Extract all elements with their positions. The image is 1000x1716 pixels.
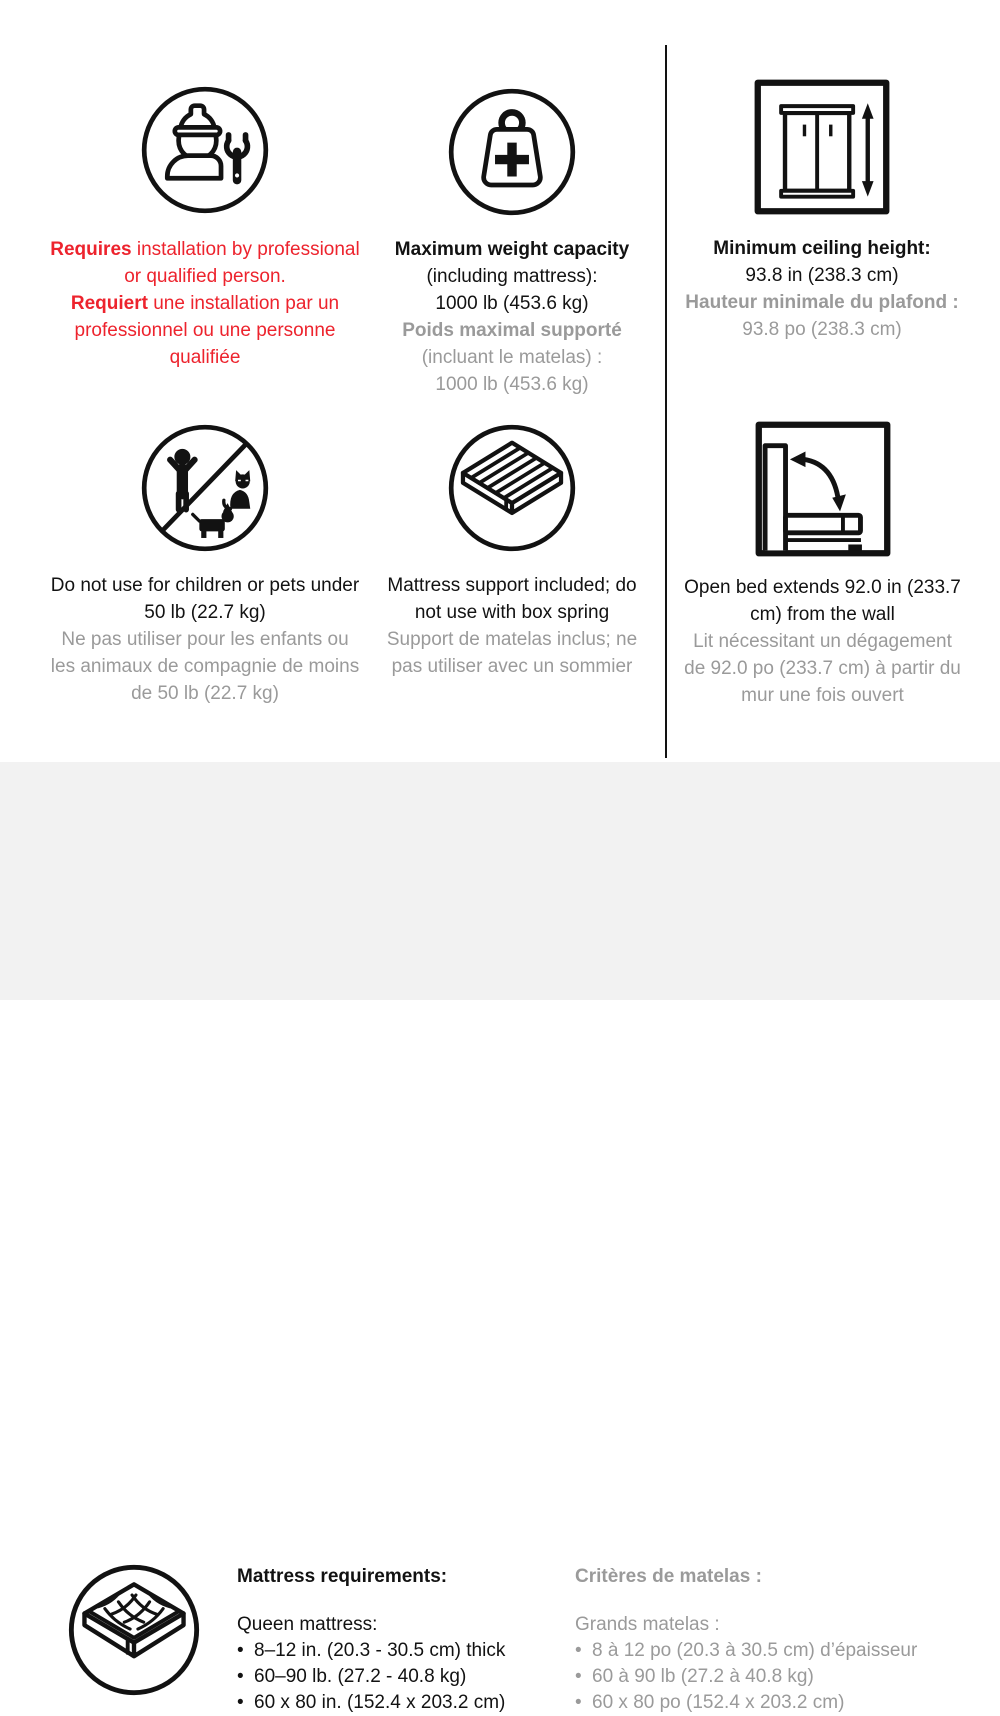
section-weight-capacity [362, 86, 662, 398]
weight-heading-fr: Poids maximal supporté [402, 320, 622, 341]
mattress-bullet: • 60 x 80 in. (152.4 x 203.2 cm) [237, 1690, 557, 1716]
support-text-fr: Support de matelas inclus; ne pas utiliser avec un sommier [386, 629, 638, 677]
mattress-subheading-en: Queen mattress: [237, 1614, 378, 1635]
mattress-requirements-panel [0, 762, 1000, 1713]
installation-text-en [50, 236, 360, 290]
mattress-bullet: • 60 x 80 po (152.4 x 203.2 cm) [575, 1690, 975, 1716]
ceiling-line2-en: 93.8 in (238.3 cm) [745, 265, 899, 286]
weight-line2-en: (including mattress): [426, 266, 598, 287]
weight-line2-fr: (incluant le matelas) : [421, 347, 603, 368]
mattress-bullet: • 60–90 lb. (27.2 - 40.8 kg) [237, 1664, 557, 1690]
section-ceiling-height [667, 74, 977, 343]
installation-lead-en: Requires [50, 239, 132, 260]
slat-support-icon [446, 422, 578, 554]
mattress-heading-fr: Critères de matelas : [575, 1566, 762, 1587]
mattress-requirements-fr [575, 1564, 975, 1716]
open-bed-icon [750, 416, 896, 562]
installation-rest-en: installation by professional or qualified person. [124, 239, 360, 287]
children-pets-text-fr: Ne pas utiliser pour les enfants ou les animaux de compagnie de moins de 50 lb (22.7 kg) [50, 629, 360, 704]
weight-text-fr [402, 317, 622, 398]
installation-rest-fr: une installation par un professionnel ou une personne qualifiée [74, 293, 340, 368]
open-bed-text-fr: Lit nécessitant un dégagement de 92.0 po (233.7 cm) à partir du mur une fois ouvert [684, 631, 961, 706]
mattress-bullet: • 8 à 12 po (20.3 à 30.5 cm) d’épaisseur [575, 1638, 975, 1664]
section-open-bed-clearance [680, 416, 965, 709]
weight-line3-fr: 1000 lb (453.6 kg) [435, 374, 589, 395]
ceiling-text-en [713, 235, 930, 289]
weight-text-en [395, 236, 629, 317]
ceiling-height-icon [749, 74, 895, 220]
installation-lead-fr: Requiert [70, 293, 148, 314]
mattress-icon [66, 1562, 202, 1698]
ceiling-heading-en: Minimum ceiling height: [713, 238, 931, 259]
no-children-pets-icon [139, 422, 271, 554]
weight-heading-en: Maximum weight capacity [394, 239, 630, 260]
ceiling-line2-fr: 93.8 po (238.3 cm) [742, 319, 902, 340]
open-bed-text-en: Open bed extends 92.0 in (233.7 cm) from the wall [684, 577, 961, 625]
mattress-bullets-fr [575, 1638, 975, 1716]
installation-text-fr [50, 290, 360, 371]
ceiling-heading-fr: Hauteur minimale du plafond : [685, 292, 959, 313]
ceiling-text-fr [685, 289, 958, 343]
mattress-bullet: • 8–12 in. (20.3 - 30.5 cm) thick [237, 1638, 557, 1664]
support-text-en: Mattress support included; do not use with box spring [387, 575, 637, 623]
mattress-bullet: • 60 à 90 lb (27.2 à 40.8 kg) [575, 1664, 975, 1690]
weight-capacity-icon [446, 86, 578, 218]
mattress-heading-en: Mattress requirements: [237, 1566, 448, 1587]
mattress-requirements-en [237, 1564, 557, 1716]
section-no-children-pets [50, 422, 360, 707]
section-installation [50, 84, 360, 371]
children-pets-text-en: Do not use for children or pets under 50 lb (22.7 kg) [50, 575, 360, 623]
mattress-bullets-en [237, 1638, 557, 1716]
mattress-subheading-fr: Grands matelas : [575, 1614, 720, 1635]
weight-line3-en: 1000 lb (453.6 kg) [435, 293, 589, 314]
installer-wrench-icon [139, 84, 271, 216]
section-mattress-support [372, 422, 652, 680]
